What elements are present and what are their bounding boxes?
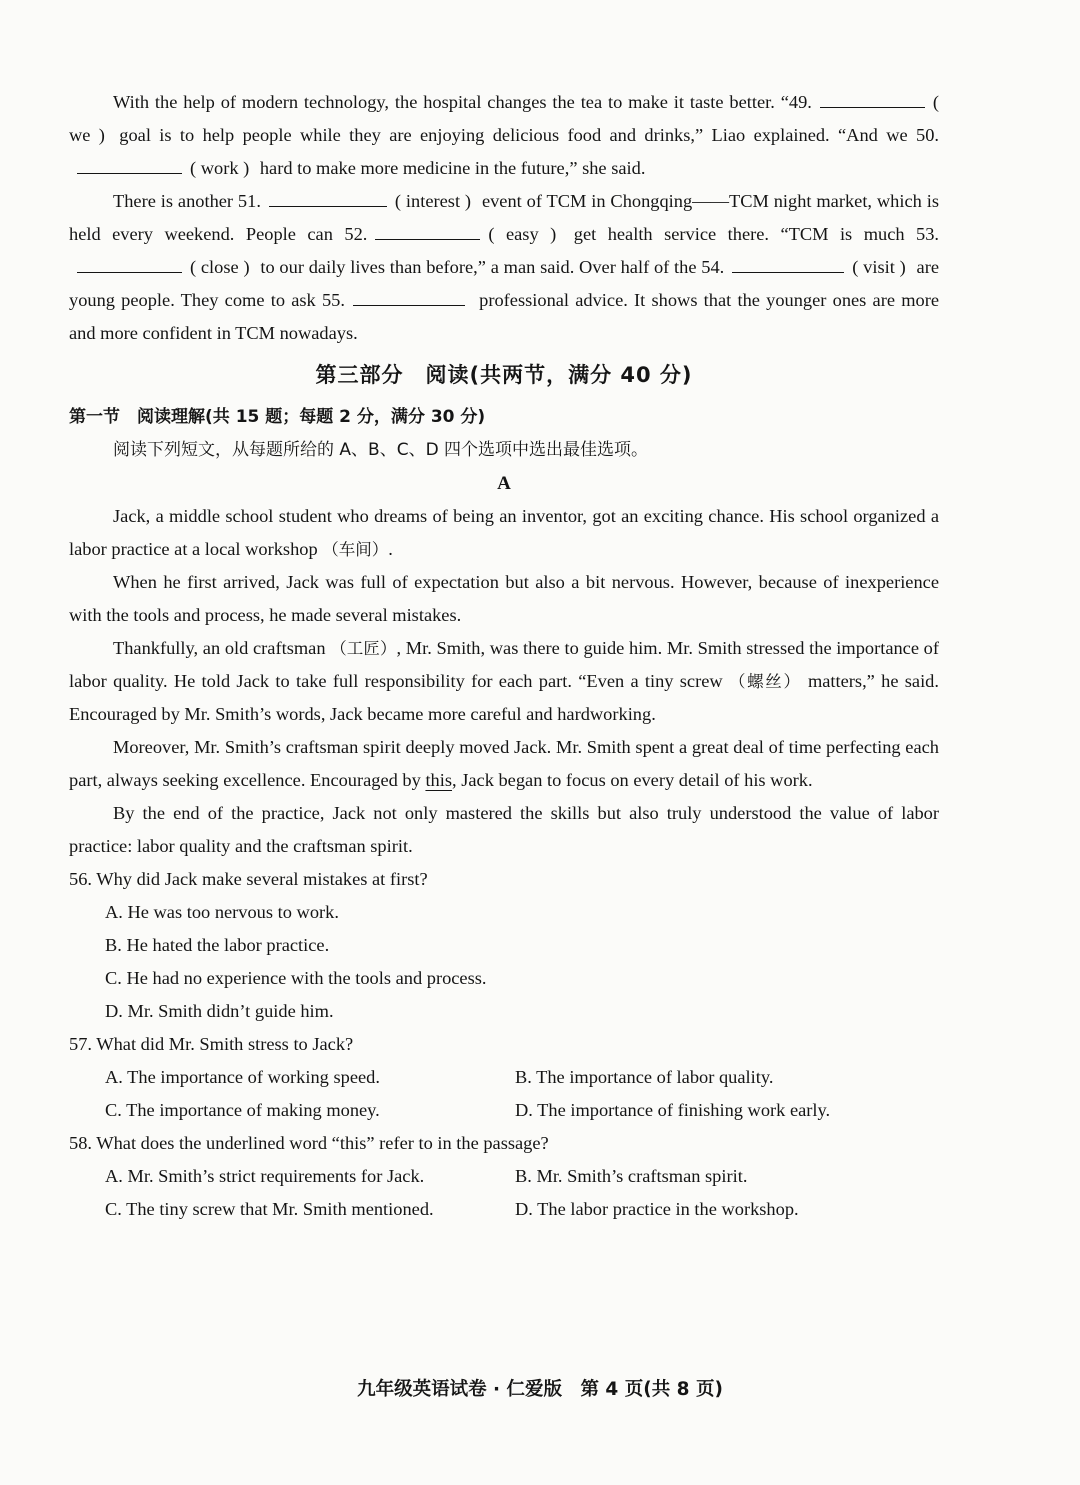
- passage-text: .: [388, 539, 393, 559]
- chinese-gloss: （螺丝）: [728, 672, 802, 691]
- chinese-gloss: （车间）: [322, 540, 389, 559]
- page-content: [69, 86, 939, 1226]
- question-57-options-row-2: [105, 1094, 939, 1127]
- word-hint-53: ( close ): [190, 257, 250, 277]
- question-58-option-a[interactable]: A. Mr. Smith’s strict requirements for Jack.: [105, 1166, 425, 1186]
- answer-blank-54[interactable]: [732, 252, 844, 273]
- passage-paragraph-2: When he first arrived, Jack was full of expectation but also a bit nervous. However, because of inexperience with the tools and process, he made several mistakes.: [69, 572, 939, 625]
- passage-paragraph-3: [69, 632, 939, 731]
- passage-text: Moreover, Mr. Smith’s craftsman spirit deeply moved Jack. Mr. Smith spent a great deal of time perfecting each part, always seeking excellence. Encouraged by: [69, 737, 939, 790]
- section-one-title: 第一节 阅读理解(共 15 题；每题 2 分，满分 30 分): [69, 407, 486, 427]
- passage-paragraph-1: [69, 500, 939, 566]
- answer-blank-50[interactable]: [77, 153, 182, 174]
- question-58-stem: 58. What does the underlined word “this” refer to in the passage?: [69, 1133, 549, 1153]
- question-56-option-d[interactable]: D. Mr. Smith didn’t guide him.: [105, 1001, 334, 1021]
- cloze-text: There is another 51.: [113, 191, 261, 211]
- passage-paragraph-4: [69, 731, 939, 797]
- cloze-text: hard to make more medicine in the future,” she said.: [259, 158, 646, 178]
- question-57-options-row-1: [105, 1061, 939, 1094]
- passage-paragraph-5: By the end of the practice, Jack not only mastered the skills but also truly understood the value of labor practice: labor quality and the craftsman spirit.: [69, 803, 939, 856]
- word-hint-54: ( visit ): [852, 257, 906, 277]
- chinese-gloss: （工匠）: [330, 639, 397, 658]
- question-56-option-a[interactable]: A. He was too nervous to work.: [105, 902, 339, 922]
- part-three-title: 第三部分 阅读(共两节，满分 40 分): [315, 363, 693, 387]
- passage-text: Thankfully, an old craftsman: [113, 638, 326, 658]
- cloze-text: to our daily lives than before,” a man said. Over half of the 54.: [260, 257, 725, 277]
- question-56-option-c[interactable]: C. He had no experience with the tools and process.: [105, 968, 487, 988]
- question-57-option-c[interactable]: C. The importance of making money.: [105, 1100, 380, 1120]
- question-58-option-d[interactable]: D. The labor practice in the workshop.: [515, 1199, 799, 1219]
- question-58-options-row-1: [105, 1160, 939, 1193]
- question-57-stem: 57. What did Mr. Smith stress to Jack?: [69, 1034, 354, 1054]
- underlined-word: this: [425, 770, 453, 790]
- answer-blank-52[interactable]: [375, 219, 480, 240]
- question-57-option-a[interactable]: A. The importance of working speed.: [105, 1067, 380, 1087]
- answer-blank-55[interactable]: [353, 285, 465, 306]
- cloze-text: goal is to help people while they are enjoying delicious food and drinks,” Liao explained. “And we 50.: [119, 125, 939, 145]
- word-hint-49: ( we ): [69, 92, 939, 145]
- cloze-paragraph-2: [69, 185, 939, 350]
- page-footer: 九年级英语试卷 · 仁爱版 第 4 页(共 8 页): [357, 1379, 723, 1400]
- cloze-text: event of TCM in Chongqing——TCM night market, which is held every weekend. People can 52.: [69, 191, 939, 244]
- passage-text: , Jack began to focus on every detail of his work.: [452, 770, 813, 790]
- passage-text: , Mr. Smith, was there to guide him. Mr. Smith stressed the importance of labor quality. He told Jack to take full responsibility for each part. “Even a tiny screw: [69, 638, 940, 691]
- cloze-paragraph-1: [69, 86, 939, 185]
- question-56-option-b[interactable]: B. He hated the labor practice.: [105, 935, 330, 955]
- question-58-options-row-2: [105, 1193, 939, 1226]
- word-hint-52: ( easy ): [488, 224, 557, 244]
- cloze-text: With the help of modern technology, the hospital changes the tea to make it taste better. “49.: [113, 92, 812, 112]
- reading-instruction: 阅读下列短文，从每题所给的 A、B、C、D 四个选项中选出最佳选项。: [113, 440, 649, 460]
- passage-label: A: [497, 473, 511, 494]
- passage-text: Jack, a middle school student who dreams of being an inventor, got an exciting chance. His school organized a labor practice at a local workshop: [69, 506, 939, 559]
- answer-blank-49[interactable]: [820, 87, 925, 108]
- question-57-option-b[interactable]: B. The importance of labor quality.: [515, 1067, 774, 1087]
- answer-blank-53[interactable]: [77, 252, 182, 273]
- word-hint-51: ( interest ): [394, 191, 472, 211]
- word-hint-50: ( work ): [190, 158, 250, 178]
- passage-text: matters,” he said. Encouraged by Mr. Smith’s words, Jack became more careful and hardworking.: [69, 671, 939, 724]
- cloze-text: get health service there. “TCM is much 53.: [573, 224, 940, 244]
- answer-blank-51[interactable]: [269, 186, 387, 207]
- question-58-option-c[interactable]: C. The tiny screw that Mr. Smith mentioned.: [105, 1199, 434, 1219]
- question-57-option-d[interactable]: D. The importance of finishing work early.: [515, 1100, 831, 1120]
- cloze-text: professional advice. It shows that the younger ones are more and more confident in TCM nowadays.: [69, 290, 939, 343]
- question-58-option-b[interactable]: B. Mr. Smith’s craftsman spirit.: [515, 1166, 748, 1186]
- question-56-stem: 56. Why did Jack make several mistakes at first?: [69, 869, 428, 889]
- cloze-text: are young people. They come to ask 55.: [69, 257, 939, 310]
